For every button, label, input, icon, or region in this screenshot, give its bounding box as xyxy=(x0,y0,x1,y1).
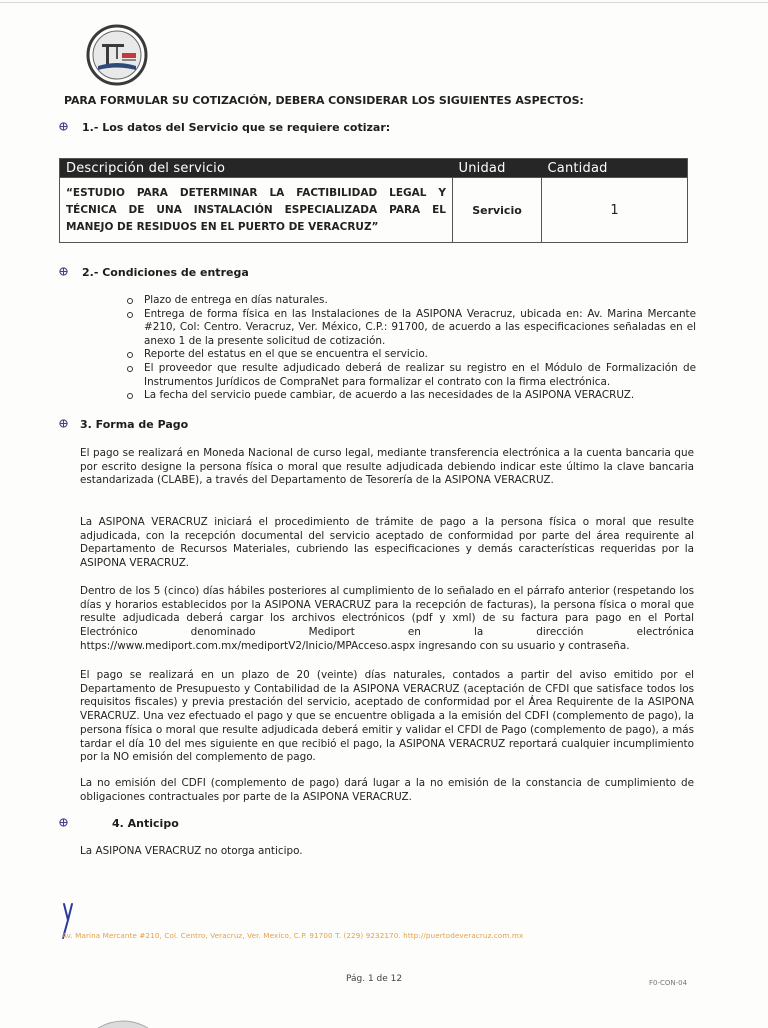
section-2-heading: 2.- Condiciones de entrega xyxy=(82,266,249,279)
section-1-heading: 1.- Los datos del Servicio que se requiere cotizar: xyxy=(82,121,391,134)
service-description-cell: “ESTUDIO PARA DETERMINAR LA FACTIBILIDAD LEGAL Y TÉCNICA DE UNA INSTALACIÓN ESPECIALIZADA PARA EL MANEJO DE RESIDUOS EN EL PUERTO DE VERACRUZ” xyxy=(60,178,453,243)
payment-paragraph-1: El pago se realizará en Moneda Nacional de curso legal, mediante transferencia electrónica a la cuenta bancaria que por escrito designe la persona física o moral que resulte adjudicada debiendo indicar este último la clave bancaria estandarizada (CLABE), a través del Departamento de Tesorería de la ASIPONA VERACRUZ. xyxy=(80,447,694,487)
payment-paragraph-2: La ASIPONA VERACRUZ iniciará el procedimiento de trámite de pago a la persona física o moral que resulte adjudicada, con la recepción documental del servicio aceptado de conformidad por parte del área requirente al Departamento de Recursos Materiales, cubriendo las especificaciones y demás características requeridas por la ASIPONA VERACRUZ. xyxy=(80,516,694,570)
cross-circle-bullet-icon xyxy=(59,818,68,827)
scan-edge-line xyxy=(0,2,768,3)
cross-circle-bullet-icon xyxy=(59,122,68,131)
table-header-quantity: Cantidad xyxy=(542,159,688,178)
page-number: Pág. 1 de 12 xyxy=(346,974,403,984)
section-4-heading: 4. Anticipo xyxy=(112,817,179,830)
table-row xyxy=(60,178,688,243)
table-header-unit: Unidad xyxy=(453,159,542,178)
intro-heading: PARA FORMULAR SU COTIZACIÓN, DEBERA CONSIDERAR LOS SIGUIENTES ASPECTOS: xyxy=(64,94,584,107)
section-3-heading: 3. Forma de Pago xyxy=(80,418,189,431)
list-item: Plazo de entrega en días naturales. xyxy=(126,294,696,308)
list-item: Entrega de forma física en las Instalaciones de la ASIPONA Veracruz, ubicada en: Av. Marina Mercante #210, Col: Centro. Veracruz, Ver. México, C.P.: 91700, de acuerdo a las especificaciones señaladas en el anexo 1 de la presente solicitud de cotización. xyxy=(126,308,696,349)
footer-address: Av. Marina Mercante #210, Col. Centro, Veracruz, Ver. Mexico, C.P. 91700 T. (229) 9232170. http://puertodeveracruz.com.mx xyxy=(62,931,524,940)
payment-paragraph-5: La no emisión del CDFI (complemento de pago) dará lugar a la no emisión de la constancia de cumplimiento de obligaciones contractuales por parte de la ASIPONA VERACRUZ. xyxy=(80,777,694,803)
payment-paragraph-3: Dentro de los 5 (cinco) días hábiles posteriores al cumplimiento de lo señalado en el párrafo anterior (respetando los días y horarios establecidos por la ASIPONA VERACRUZ para la recepción de facturas), la persona física o moral que resulte adjudicada deberá cargar los archivos electrónicos (pdf y xml) de su factura para pago en el Portal Electrónico denominado Mediport en la dirección electrónica https://www.mediport.com.mx/mediportV2/Inicio/MPAcceso.aspx ingresando con su usuario y contraseña. xyxy=(80,585,694,652)
asipona-logo-icon xyxy=(86,24,148,86)
list-item: El proveedor que resulte adjudicado deberá de realizar su registro en el Módulo de Formalización de Instrumentos Jurídicos de CompraNet para formalizar el contrato con la firma electrónica. xyxy=(126,362,696,389)
list-item: La fecha del servicio puede cambiar, de acuerdo a las necesidades de la ASIPONA VERACRUZ. xyxy=(126,389,696,403)
form-code: F0-CON-04 xyxy=(649,979,688,987)
cross-circle-bullet-icon xyxy=(59,267,68,276)
cross-circle-bullet-icon xyxy=(59,419,68,428)
service-table xyxy=(59,158,688,243)
service-unit-cell: Servicio xyxy=(453,178,542,243)
next-page-logo-fragment-icon xyxy=(92,1014,154,1028)
payment-paragraph-4: El pago se realizará en un plazo de 20 (veinte) días naturales, contados a partir del aviso emitido por el Departamento de Presupuesto y Contabilidad de la ASIPONA VERACRUZ (aceptación de CFDI que satisface todos los requisitos fiscales) y previa prestación del servicio, aceptado de conformidad por el Área Requirente de la ASIPONA VERACRUZ. Una vez efectuado el pago y que se encuentre obligada a la emisión del CDFI (complemento de pago), la persona física o moral que resulte adjudicada deberá emitir y validar el CFDI de Pago (complemento de pago), a más tardar el día 10 del mes siguiente en que recibió el pago, la ASIPONA VERACRUZ reportará cualquier incumplimiento por la NO emisión del complemento de pago. xyxy=(80,669,694,764)
delivery-conditions-list xyxy=(126,294,696,403)
table-header-row xyxy=(60,159,688,178)
table-header-description: Descripción del servicio xyxy=(60,159,453,178)
list-item: Reporte del estatus en el que se encuentra el servicio. xyxy=(126,348,696,362)
service-quantity-cell: 1 xyxy=(542,178,688,243)
advance-paragraph: La ASIPONA VERACRUZ no otorga anticipo. xyxy=(80,845,303,857)
